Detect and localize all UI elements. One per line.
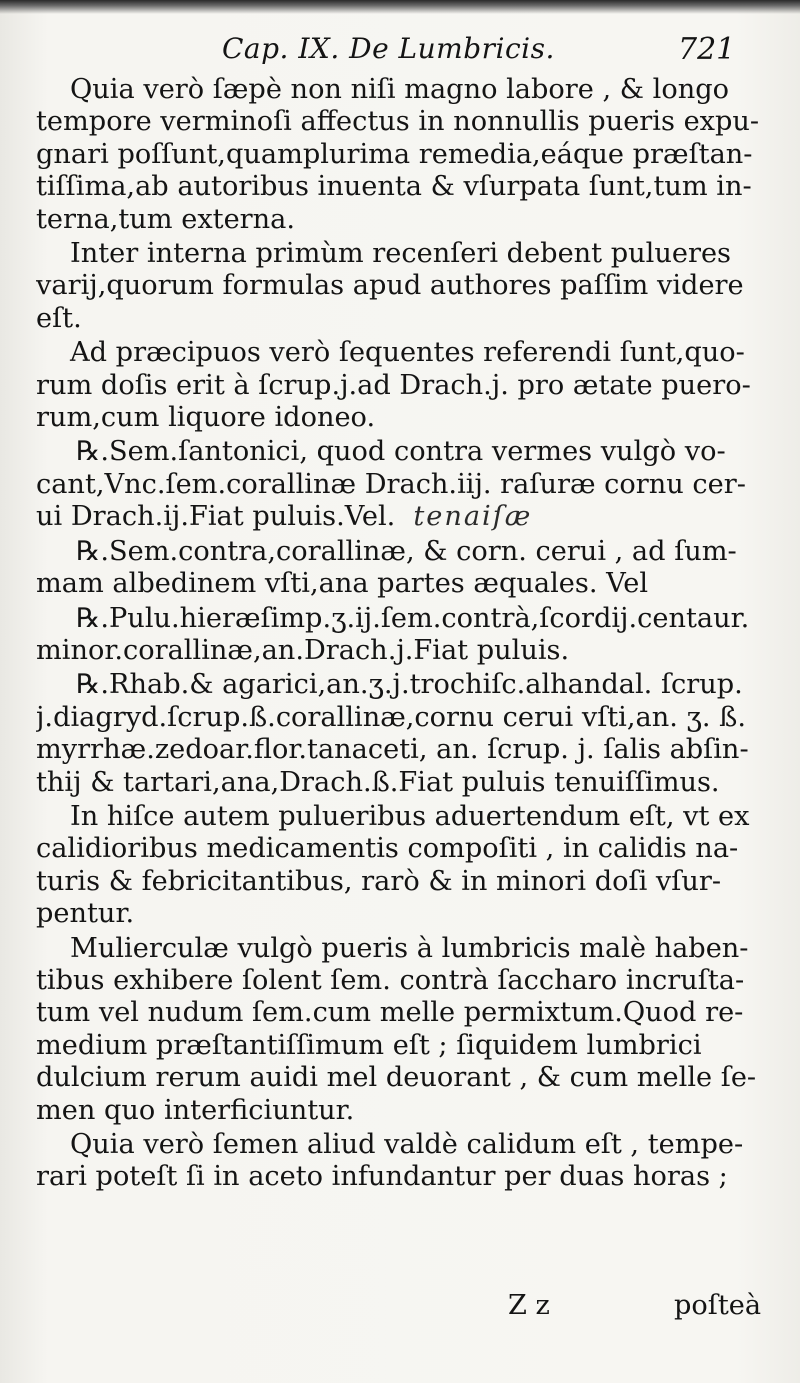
text-line: tibus exhibere ſolent ſem. contrà ſaccharo incruſta- (36, 964, 745, 996)
text-line: rum,cum liquore idoneo. (36, 402, 376, 434)
text-line: ℞.Sem.contra,corallinæ, & corn. cerui , ad ſum- (76, 535, 737, 567)
text-line: tum vel nudum ſem.cum melle permixtum.Quod re- (36, 997, 744, 1029)
text-line: j.diagryd.ſcrup.ß.corallinæ,cornu cerui vſti,an. ʒ. ß. (36, 701, 746, 733)
paragraph (36, 933, 772, 1127)
page-footer (0, 1290, 800, 1330)
handwritten-annotation: tenaiſæ (413, 501, 533, 533)
page-header (0, 28, 800, 74)
text-line: calidioribus medicamentis compoſiti , in calidis na- (36, 833, 739, 865)
signature-mark: Z z (508, 1290, 550, 1321)
body-text (36, 74, 772, 1196)
text-line: tempore verminoſi affectus in nonnullis pueris expu- (36, 106, 760, 138)
text-line: tiſſima,ab autoribus inuenta & vſurpata ſunt,tum in- (36, 171, 752, 203)
recipe (36, 603, 772, 668)
text-line: Mulierculæ vulgò pueris à lumbricis malè haben- (70, 932, 749, 964)
text-line: rari poteſt ſi in aceto infundantur per duas horas ; (36, 1161, 728, 1193)
paragraph (36, 74, 772, 236)
text-line: medium præſtantiſſimum eſt ; ſiquidem lumbrici (36, 1029, 702, 1061)
text-line: pentur. (36, 898, 135, 930)
text-line: varij,quorum formulas apud authores paſſim videre (36, 270, 744, 302)
text-line: ℞.Sem.ſantonici, quod contra vermes vulgò vo- (76, 436, 726, 468)
text-line: thij & tartari,ana,Drach.ß.Fiat puluis tenuiſſimus. (36, 766, 720, 798)
text-line: Inter interna primùm recenſeri debent pulueres (70, 238, 731, 270)
running-head: Cap. IX. De Lumbricis. (222, 32, 555, 65)
text-line: men quo interficiuntur. (36, 1094, 355, 1126)
recipe (36, 669, 772, 799)
text-line: terna,tum externa. (36, 203, 296, 235)
text-line: cant,Vnc.ſem.corallinæ Drach.iij. raſuræ cornu cer- (36, 468, 746, 500)
text-line: minor.corallinæ,an.Drach.j.Fiat puluis. (36, 634, 570, 666)
text-line: ℞.Rhab.& agarici,an.ʒ.j.trochiſc.alhandal. ſcrup. (76, 669, 743, 701)
text-line-content: ui Drach.ij.Fiat puluis.Vel. (36, 501, 396, 533)
paragraph (36, 801, 772, 931)
page-edge-shadow (0, 0, 800, 14)
text-line (36, 501, 772, 533)
text-line: gnari poſſunt,quamplurima remedia,eáque præſtan- (36, 138, 753, 170)
page-number: 721 (678, 32, 736, 67)
text-line: dulcium rerum auidi mel deuorant , & cum melle ſe- (36, 1062, 757, 1094)
text-line: myrrhæ.zedoar.flor.tanaceti, an. ſcrup. j. ſalis abſin- (36, 734, 749, 766)
paragraph (36, 238, 772, 335)
text-line: In hiſce autem pulueribus aduertendum eſt, vt ex (70, 800, 750, 832)
text-line: Quia verò ſæpè non niſi magno labore , & longo (70, 74, 729, 105)
text-line: Quia verò ſemen aliud valdè calidum eſt , tempe- (70, 1129, 744, 1160)
text-line: rum doſis erit à ſcrup.j.ad Drach.j. pro ætate puero- (36, 369, 751, 401)
text-line: turis & febricitantibus, rarò & in minori doſi vſur- (36, 865, 722, 897)
text-line: mam albedinem vſti,ana partes æquales. Vel (36, 568, 649, 600)
paragraph (36, 1129, 772, 1194)
recipe (36, 436, 772, 533)
recipe (36, 536, 772, 601)
text-line: Ad præcipuos verò ſequentes referendi ſunt,quo- (70, 337, 745, 369)
catchword: poſteà (674, 1290, 762, 1321)
text-line: eſt. (36, 302, 82, 334)
text-line: ℞.Pulu.hieræſimp.ʒ.ij.ſem.contrà,ſcordij.centaur. (76, 602, 750, 634)
paragraph (36, 337, 772, 434)
